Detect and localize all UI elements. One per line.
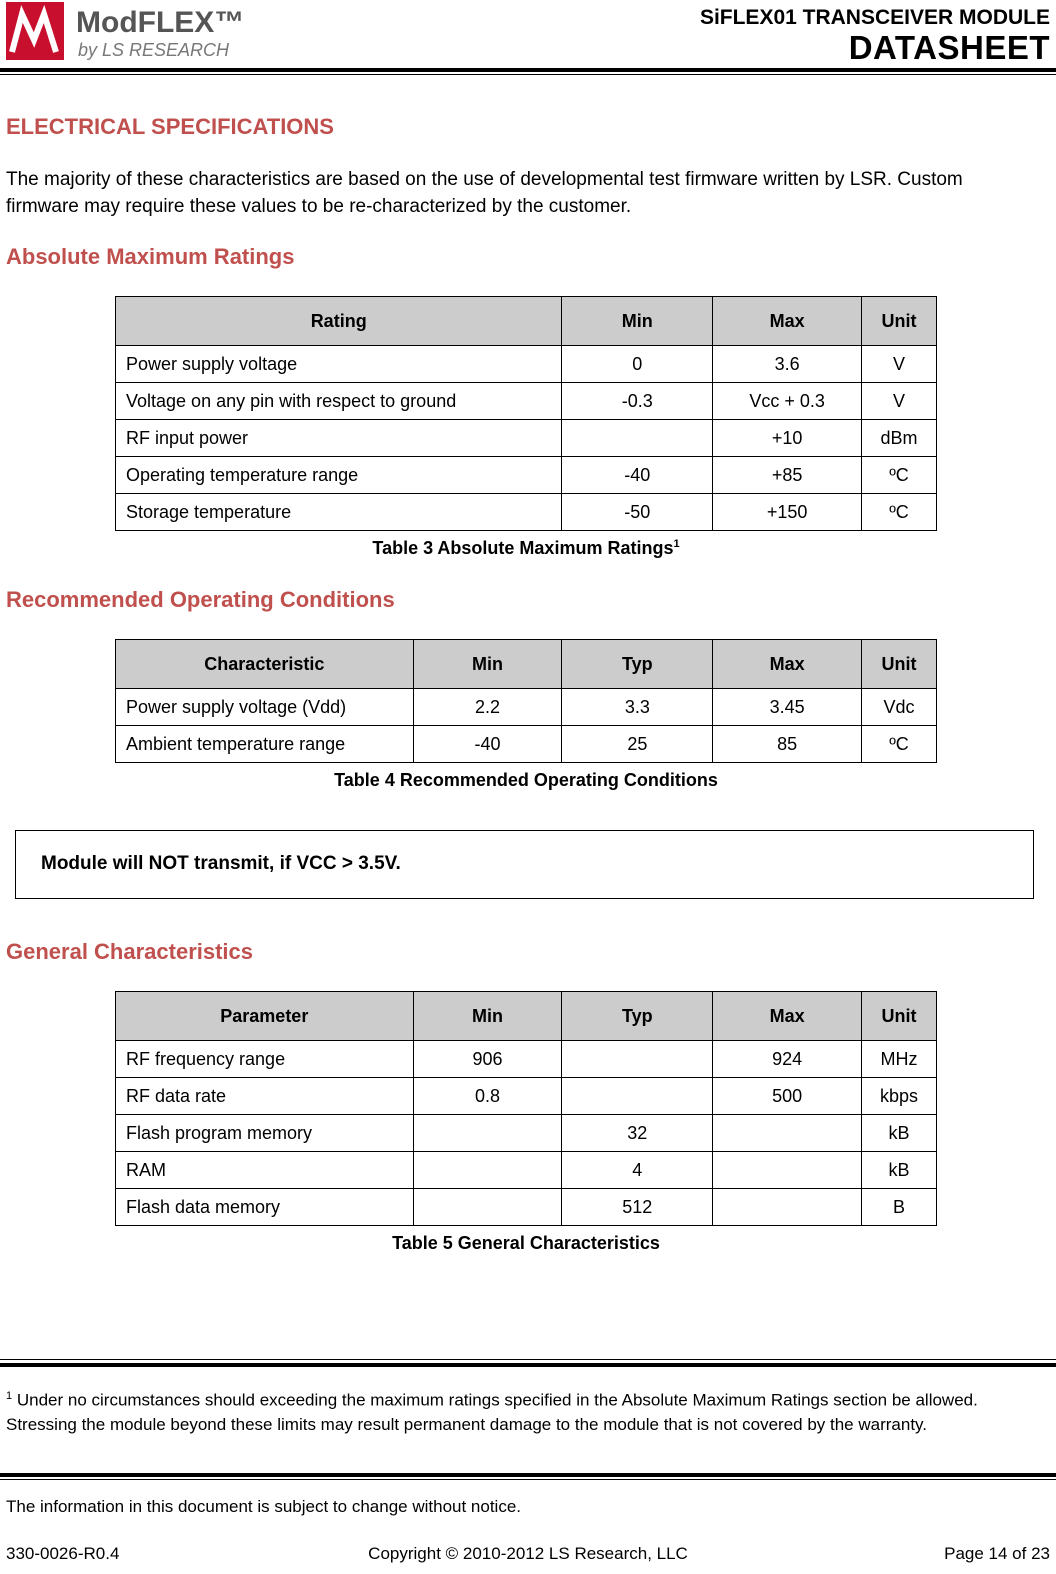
table-cell: MHz bbox=[862, 1041, 937, 1078]
table-cell bbox=[713, 1152, 862, 1189]
column-header: Unit bbox=[862, 992, 937, 1041]
table-cell: B bbox=[862, 1189, 937, 1226]
table-row bbox=[116, 689, 937, 726]
table-cell: V bbox=[862, 346, 937, 383]
table-cell: ºC bbox=[862, 457, 937, 494]
section-title: ELECTRICAL SPECIFICATIONS bbox=[6, 114, 334, 139]
table-cell bbox=[713, 1115, 862, 1152]
abs-max-table bbox=[115, 296, 937, 531]
table-header-row bbox=[116, 640, 937, 689]
footer-doc-number: 330-0026-R0.4 bbox=[6, 1544, 120, 1563]
table-cell bbox=[562, 420, 713, 457]
column-header: Unit bbox=[862, 297, 937, 346]
footnote-marker: 1 bbox=[6, 1390, 13, 1402]
table-cell: kbps bbox=[862, 1078, 937, 1115]
column-header: Typ bbox=[562, 992, 713, 1041]
logo-sub-text: by LS RESEARCH bbox=[78, 40, 230, 60]
table-cell: 3.45 bbox=[713, 689, 862, 726]
rec-op-caption: Table 4 Recommended Operating Conditions bbox=[334, 770, 718, 790]
footer-rule-thin bbox=[0, 1479, 1056, 1480]
caption-text: Table 3 Absolute Maximum Ratings bbox=[372, 538, 674, 558]
header-title bbox=[700, 6, 1050, 66]
table-cell: kB bbox=[862, 1115, 937, 1152]
table-cell: +150 bbox=[713, 494, 862, 531]
column-header: Max bbox=[713, 297, 862, 346]
table-cell: 0.8 bbox=[413, 1078, 562, 1115]
column-header: Min bbox=[413, 992, 562, 1041]
table-cell: V bbox=[862, 383, 937, 420]
table-cell: 924 bbox=[713, 1041, 862, 1078]
general-table bbox=[115, 991, 937, 1226]
table-cell: 32 bbox=[562, 1115, 713, 1152]
rec-op-heading: Recommended Operating Conditions bbox=[6, 587, 395, 612]
header-datasheet-label: DATASHEET bbox=[848, 29, 1050, 66]
modflex-logo bbox=[4, 0, 280, 64]
table-row bbox=[116, 726, 937, 763]
table-row bbox=[116, 383, 937, 420]
table-cell: 3.6 bbox=[713, 346, 862, 383]
table-cell bbox=[413, 1189, 562, 1226]
table-row bbox=[116, 494, 937, 531]
table-cell: 3.3 bbox=[562, 689, 713, 726]
table-cell: Voltage on any pin with respect to ground bbox=[116, 383, 562, 420]
table-cell: Operating temperature range bbox=[116, 457, 562, 494]
table-cell: RF data rate bbox=[116, 1078, 414, 1115]
table-cell: Flash program memory bbox=[116, 1115, 414, 1152]
footer-page-number: Page 14 of 23 bbox=[944, 1544, 1050, 1563]
table-cell: Ambient temperature range bbox=[116, 726, 414, 763]
vcc-warning-text: Module will NOT transmit, if VCC > 3.5V. bbox=[41, 853, 401, 874]
table-cell: 85 bbox=[713, 726, 862, 763]
table-cell bbox=[562, 1078, 713, 1115]
abs-max-caption bbox=[115, 538, 937, 559]
table-row bbox=[116, 1041, 937, 1078]
table-header-row bbox=[116, 297, 937, 346]
table-cell: -40 bbox=[413, 726, 562, 763]
header-module-name: SiFLEX01 TRANSCEIVER MODULE bbox=[699, 6, 1050, 29]
table-cell: dBm bbox=[862, 420, 937, 457]
table-cell: 0 bbox=[562, 346, 713, 383]
column-header: Unit bbox=[862, 640, 937, 689]
table-cell: -0.3 bbox=[562, 383, 713, 420]
column-header: Rating bbox=[116, 297, 562, 346]
vcc-warning-box bbox=[15, 830, 1034, 899]
table-cell: Power supply voltage bbox=[116, 346, 562, 383]
table-row bbox=[116, 1078, 937, 1115]
table-cell: Flash data memory bbox=[116, 1189, 414, 1226]
footnote-text: Under no circumstances should exceeding the maximum ratings specified in the Absolute Maximum Ratings section be allowed. Stressing the module beyond these limits may result permanent damage to the module that is not covered by the warranty. bbox=[6, 1390, 978, 1434]
column-header: Characteristic bbox=[116, 640, 414, 689]
modflex-logo-graphic bbox=[4, 0, 280, 64]
column-header: Max bbox=[713, 640, 862, 689]
table-cell: RF frequency range bbox=[116, 1041, 414, 1078]
table-row bbox=[116, 1115, 937, 1152]
table-cell: Storage temperature bbox=[116, 494, 562, 531]
table-row bbox=[116, 1189, 937, 1226]
column-header: Parameter bbox=[116, 992, 414, 1041]
table-cell: RF input power bbox=[116, 420, 562, 457]
table-header-row bbox=[116, 992, 937, 1041]
logo-brand-text: ModFLEX™ bbox=[76, 6, 245, 39]
table-cell: 2.2 bbox=[413, 689, 562, 726]
table-cell bbox=[413, 1115, 562, 1152]
table-cell: +85 bbox=[713, 457, 862, 494]
table-cell: 512 bbox=[562, 1189, 713, 1226]
table-cell: RAM bbox=[116, 1152, 414, 1189]
footer-copyright: Copyright © 2010-2012 LS Research, LLC bbox=[368, 1544, 688, 1563]
column-header: Max bbox=[713, 992, 862, 1041]
column-header: Min bbox=[413, 640, 562, 689]
footnote bbox=[6, 1384, 1046, 1437]
table-row bbox=[116, 346, 937, 383]
footer-notice: The information in this document is subject to change without notice. bbox=[6, 1497, 522, 1516]
footnote-rule bbox=[0, 1363, 1056, 1367]
table-cell: Vcc + 0.3 bbox=[713, 383, 862, 420]
rec-op-table bbox=[115, 639, 937, 763]
footnote-marker: 1 bbox=[673, 538, 680, 550]
table-cell: +10 bbox=[713, 420, 862, 457]
general-caption: Table 5 General Characteristics bbox=[392, 1233, 660, 1253]
table-cell: -40 bbox=[562, 457, 713, 494]
table-cell: kB bbox=[862, 1152, 937, 1189]
table-cell: -50 bbox=[562, 494, 713, 531]
table-cell: Power supply voltage (Vdd) bbox=[116, 689, 414, 726]
table-row bbox=[116, 1152, 937, 1189]
footer-rule bbox=[0, 1473, 1056, 1477]
table-cell: ºC bbox=[862, 726, 937, 763]
table-cell bbox=[713, 1189, 862, 1226]
table-cell: 906 bbox=[413, 1041, 562, 1078]
table-cell: 500 bbox=[713, 1078, 862, 1115]
table-cell bbox=[562, 1041, 713, 1078]
footnote-rule-top bbox=[0, 1359, 1056, 1360]
column-header: Typ bbox=[562, 640, 713, 689]
abs-max-heading: Absolute Maximum Ratings bbox=[6, 244, 295, 269]
table-row bbox=[116, 420, 937, 457]
table-cell bbox=[413, 1152, 562, 1189]
table-cell: 4 bbox=[562, 1152, 713, 1189]
intro-paragraph: The majority of these characteristics are based on the use of developmental test firmware written by LSR. Custom firmware may require these values to be re-characterized by the customer. bbox=[6, 169, 963, 217]
table-cell: Vdc bbox=[862, 689, 937, 726]
table-cell: 25 bbox=[562, 726, 713, 763]
table-cell: ºC bbox=[862, 494, 937, 531]
general-heading: General Characteristics bbox=[6, 939, 254, 964]
column-header: Min bbox=[562, 297, 713, 346]
header-rule bbox=[0, 68, 1056, 72]
header-rule-thin bbox=[0, 74, 1056, 75]
table-row bbox=[116, 457, 937, 494]
